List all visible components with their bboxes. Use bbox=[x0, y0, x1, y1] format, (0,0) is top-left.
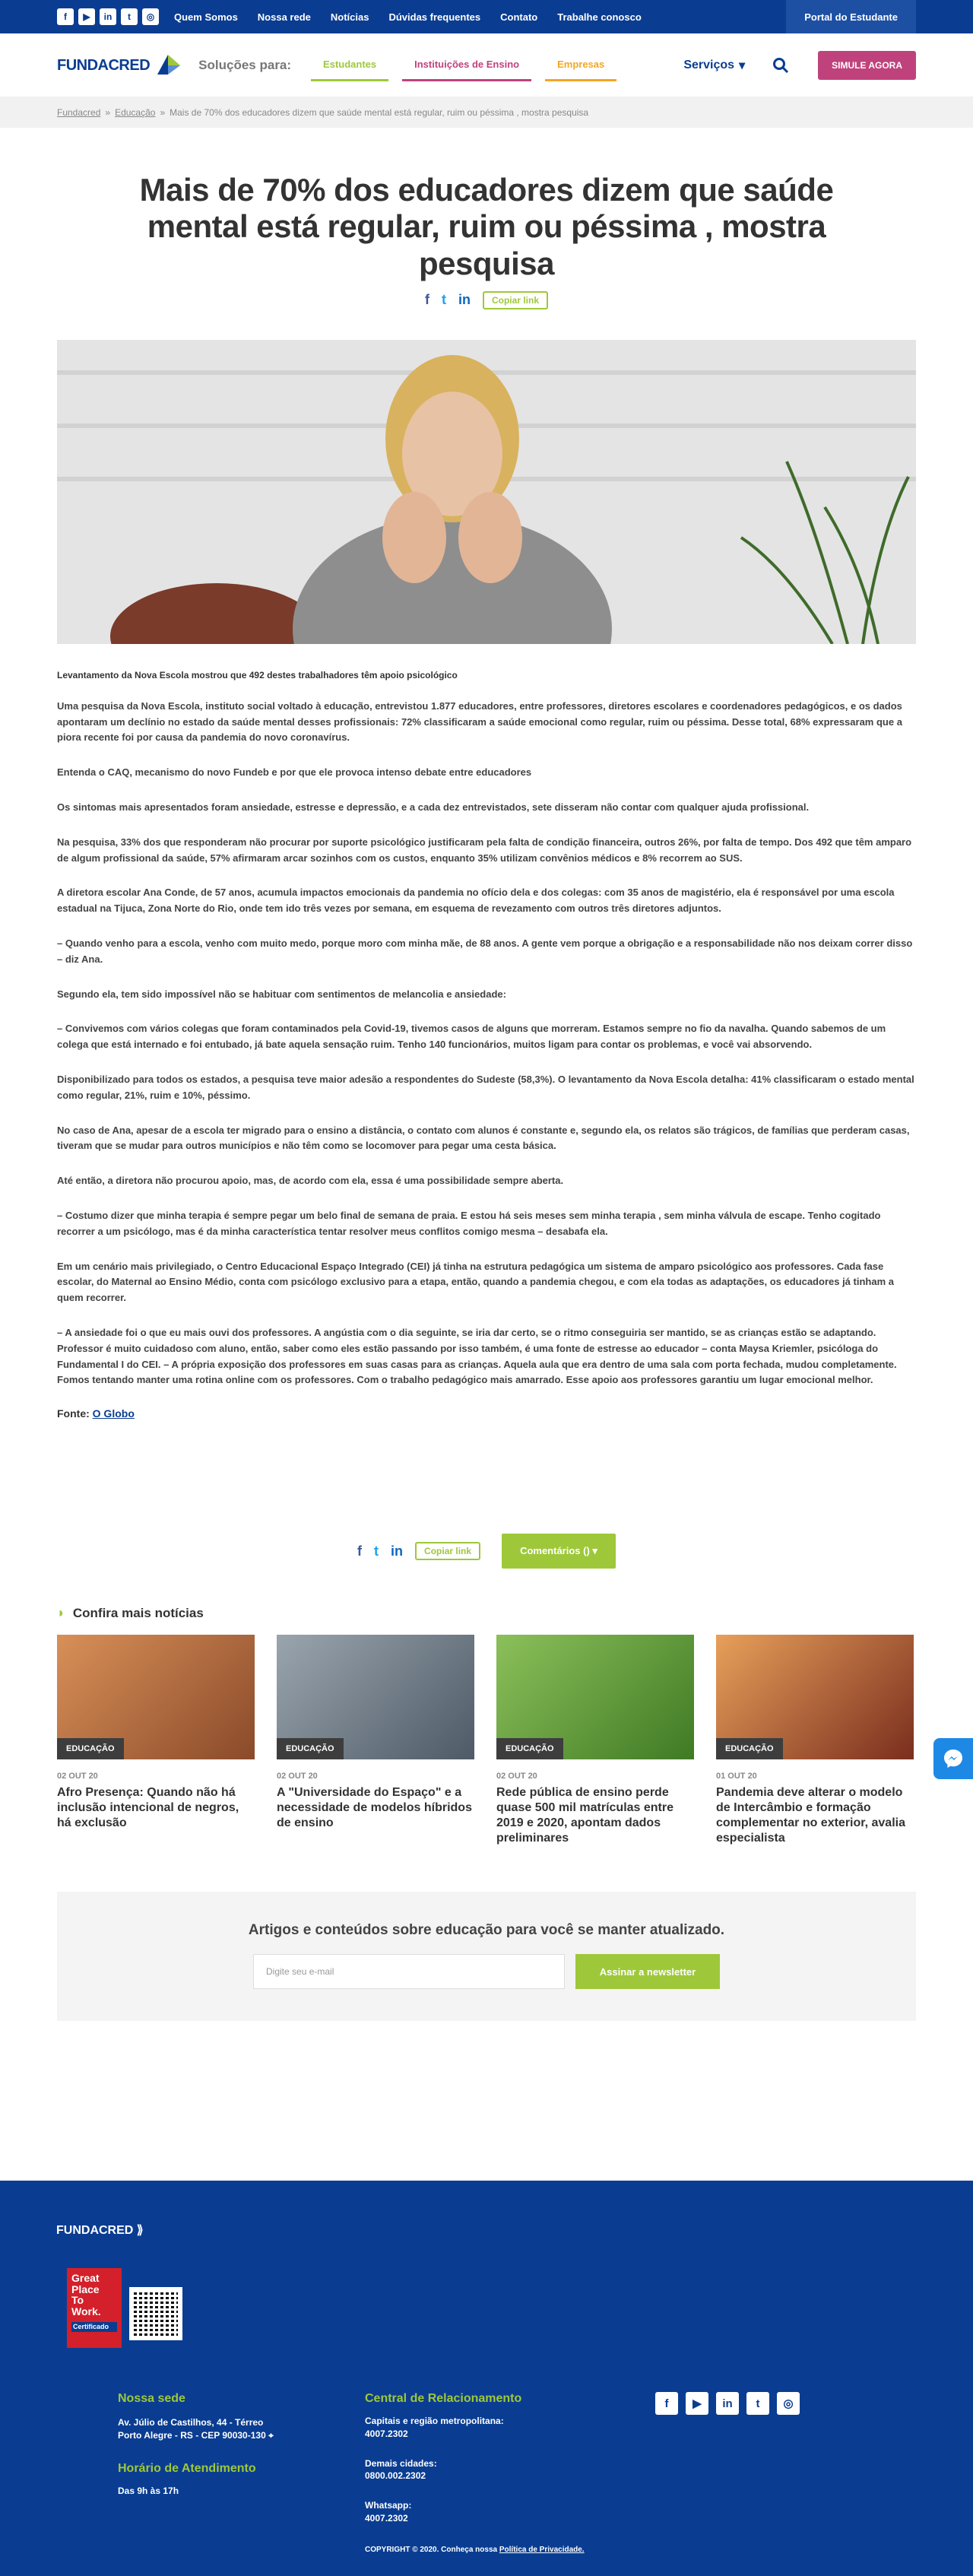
source-label: Fonte: bbox=[57, 1407, 90, 1420]
newsletter-heading: Artigos e conteúdos sobre educação para você se manter atualizado. bbox=[248, 1922, 725, 1939]
share-twitter-icon[interactable]: t bbox=[441, 292, 446, 308]
newsletter-box bbox=[57, 1892, 916, 2021]
news-card-tag: EDUCAÇÃO bbox=[57, 1738, 124, 1759]
news-card[interactable] bbox=[277, 1635, 474, 1846]
gptw-certified: Certificado bbox=[71, 2322, 117, 2332]
footer-central-heading: Central de Relacionamento bbox=[365, 2392, 522, 2405]
youtube-icon[interactable]: ▶ bbox=[78, 8, 95, 25]
youtube-icon[interactable]: ▶ bbox=[686, 2392, 708, 2415]
news-card-tag: EDUCAÇÃO bbox=[496, 1738, 563, 1759]
breadcrumb-separator: » bbox=[105, 107, 111, 118]
footer-whatsapp-phone[interactable]: 4007.2302 bbox=[365, 2512, 408, 2524]
logo-mark-icon: ⟫ bbox=[136, 2224, 144, 2237]
footer-address-block bbox=[118, 2392, 274, 2497]
instagram-icon[interactable]: ◎ bbox=[777, 2392, 800, 2415]
news-card[interactable] bbox=[496, 1635, 694, 1846]
share-linkedin-icon[interactable]: in bbox=[391, 1543, 404, 1559]
gptw-line: Place bbox=[71, 2283, 100, 2295]
news-card-date: 02 OUT 20 bbox=[277, 1772, 318, 1781]
footer-copyright: COPYRIGHT © 2020. Conheça nossa Política de Privacidade. bbox=[365, 2545, 585, 2554]
news-card-image bbox=[716, 1635, 914, 1759]
comments-label: Comentários () bbox=[520, 1545, 590, 1557]
article-paragraph: Entenda o CAQ, mecanismo do novo Fundeb e por que ele provoca intenso debate entre educadores bbox=[57, 766, 532, 779]
chevron-down-icon: ▾ bbox=[739, 59, 746, 72]
news-card-tag: EDUCAÇÃO bbox=[277, 1738, 344, 1759]
top-link-nossa-rede[interactable]: Nossa rede bbox=[257, 11, 311, 23]
twitter-icon[interactable]: t bbox=[121, 8, 138, 25]
top-bar bbox=[0, 0, 973, 33]
article-paragraph: Os sintomas mais apresentados foram ansiedade, estresse e depressão, e a cada dez entrevistados, sete disseram não contar com qualquer ajuda profissional. bbox=[57, 801, 810, 814]
breadcrumb-separator: » bbox=[160, 107, 166, 118]
news-card-date: 01 OUT 20 bbox=[716, 1772, 757, 1781]
footer-hours-heading: Horário de Atendimento bbox=[118, 2461, 256, 2475]
article-paragraph: Até então, a diretora não procurou apoio, mas, de acordo com ela, essa é uma possibilidade sempre aberta. bbox=[57, 1175, 564, 1187]
footer-capitals-label: Capitais e região metropolitana: bbox=[365, 2416, 504, 2426]
linkedin-icon[interactable]: in bbox=[100, 8, 116, 25]
footer-logo-text: FUNDACRED bbox=[56, 2224, 134, 2237]
article-paragraph: Disponibilizado para todos os estados, a pesquisa teve maior adesão a respondentes do Sudeste (58,3%). O levantamento da Nova Escola detalha: 41% classificaram o estado mental como regular, 21%, ruim e 10%, péssimo. bbox=[57, 1074, 914, 1101]
main-header bbox=[0, 33, 973, 97]
news-card-title: Pandemia deve alterar o modelo de Intercâmbio e formação complementar no exterior, avalia especialista bbox=[716, 1786, 905, 1845]
share-bar-top bbox=[0, 291, 973, 309]
article-paragraph: – Quando venho para a escola, venho com muito medo, porque moro com minha mãe, de 88 anos. A gente vem porque a obrigação e a responsabilidade não nos deixam correr disso – diz Ana. bbox=[57, 937, 913, 965]
article-paragraph: No caso de Ana, apesar de a escola ter migrado para o ensino a distância, o contato com alunos é constante e, segundo ela, os relatos são trágicos, de famílias que perderam casas, tiveram que se mudar para outros municípios e não têm como se locomover para pegar uma cesta básica. bbox=[57, 1124, 910, 1152]
gptw-badge bbox=[67, 2268, 122, 2348]
copy-link-button[interactable]: Copiar link bbox=[415, 1542, 480, 1560]
gptw-line: Great bbox=[71, 2272, 100, 2284]
footer bbox=[0, 2181, 973, 2576]
top-link-trabalhe[interactable]: Trabalhe conosco bbox=[557, 11, 642, 23]
chevron-down-icon: ▾ bbox=[592, 1545, 597, 1557]
copy-link-button[interactable]: Copiar link bbox=[483, 291, 548, 309]
news-card-image bbox=[57, 1635, 255, 1759]
newsletter-subscribe-button[interactable]: Assinar a newsletter bbox=[575, 1954, 720, 1989]
newsletter-form bbox=[57, 1954, 916, 1989]
share-facebook-icon[interactable]: f bbox=[357, 1543, 363, 1559]
map-pin-icon[interactable]: ⌖ bbox=[268, 2429, 274, 2441]
news-card-image bbox=[496, 1635, 694, 1759]
search-icon[interactable] bbox=[772, 57, 789, 74]
article-paragraph: – A ansiedade foi o que eu mais ouvi dos professores. A angústia com o dia seguinte, se iria dar certo, se o ritmo conseguiria ser mantido, se as crianças estão se adaptando. Professor é muito cuidadoso com aluno, então, saber como eles estão passando por isso também, é uma fonte de estresse ao educador – conta Maysa Kriemler, psicóloga do Fundamental I do CEI. – A própria exposição dos professores em suas casas para as crianças. Aquela aula que era dentro de uma sala com porta fechada, mudou completamente. Fomos tentando manter uma rotina online com os professores. Com o trabalho pedagógico mais amarrado. Esse apoio aos professores garantiu um lugar emocional melhor. bbox=[57, 1327, 897, 1386]
tab-estudantes[interactable]: Estudantes bbox=[311, 49, 388, 81]
more-news-heading bbox=[57, 1605, 916, 1621]
top-link-quem-somos[interactable]: Quem Somos bbox=[174, 11, 238, 23]
more-news-title: Confira mais notícias bbox=[72, 1605, 204, 1620]
tab-empresas[interactable]: Empresas bbox=[545, 49, 616, 81]
footer-capitals-phone[interactable]: 4007.2302 bbox=[365, 2428, 408, 2439]
comments-button[interactable] bbox=[502, 1534, 616, 1569]
twitter-icon[interactable]: t bbox=[746, 2392, 769, 2415]
facebook-icon[interactable]: f bbox=[655, 2392, 678, 2415]
footer-others-phone[interactable]: 0800.002.2302 bbox=[365, 2470, 426, 2482]
breadcrumb bbox=[0, 97, 973, 128]
footer-address-1: Av. Júlio de Castilhos, 44 - Térreo bbox=[118, 2417, 264, 2428]
gptw-line: To bbox=[71, 2294, 84, 2307]
article-body bbox=[57, 670, 916, 2021]
article-paragraph: Segundo ela, tem sido impossível não se habituar com sentimentos de melancolia e ansiedade: bbox=[57, 988, 506, 1000]
newsletter-email-input[interactable]: Digite seu e-mail bbox=[253, 1954, 565, 1989]
share-bar-bottom bbox=[57, 1534, 916, 1569]
rss-icon: ◗ bbox=[57, 1605, 65, 1621]
portal-estudante-button[interactable]: Portal do Estudante bbox=[786, 0, 916, 33]
news-card[interactable] bbox=[716, 1635, 914, 1846]
article-paragraph: Na pesquisa, 33% dos que responderam não procurar por suporte psicológico justificaram pela falta de condição financeira, outros 26%, por falta de tempo. Dos 492 que têm amparo de algum profissional da saúde, 57% afirmaram arcar sozinhos com os custos, enquanto 35% utilizam convênios médicos e 8% recorrem ao SUS. bbox=[57, 836, 912, 864]
footer-contact-block bbox=[365, 2392, 585, 2555]
solutions-label: Soluções para: bbox=[198, 58, 292, 72]
news-card-title: A "Universidade do Espaço" e a necessidade de modelos híbridos de ensino bbox=[277, 1786, 472, 1830]
top-link-contato[interactable]: Contato bbox=[500, 11, 538, 23]
social-links bbox=[57, 8, 159, 25]
fundacred-logo[interactable] bbox=[57, 52, 182, 79]
footer-address-2: Porto Alegre - RS - CEP 90030-130 ⌖ bbox=[118, 2429, 274, 2441]
breadcrumb-current: Mais de 70% dos educadores dizem que saúde mental está regular, ruim ou péssima , mostra pesquisa bbox=[170, 107, 589, 118]
top-link-duvidas[interactable]: Dúvidas frequentes bbox=[388, 11, 481, 23]
footer-logo[interactable] bbox=[56, 2222, 144, 2238]
share-linkedin-icon[interactable]: in bbox=[458, 292, 471, 308]
news-card[interactable] bbox=[57, 1635, 255, 1846]
footer-hours: Das 9h às 17h bbox=[118, 2485, 179, 2496]
article-paragraph: Em um cenário mais privilegiado, o Centro Educacional Espaço Integrado (CEI) já tinha na estrutura pedagógica um sistema de amparo psicológico aos professores. Cada fase escolar, do Maternal ao Ensino Médio, conta com psicólogo exclusivo para a etapa, então, quando a pandemia chegou, e com ela todas as adaptações, os educadores já tinham a quem recorrer. bbox=[57, 1260, 894, 1304]
linkedin-icon[interactable]: in bbox=[716, 2392, 739, 2415]
news-card-tag: EDUCAÇÃO bbox=[716, 1738, 783, 1759]
tab-instituicoes[interactable]: Instituições de Ensino bbox=[402, 49, 531, 81]
source-link[interactable]: O Globo bbox=[92, 1407, 135, 1420]
page-title: Mais de 70% dos educadores dizem que saúde mental está regular, ruim ou péssima , mostra pesquisa bbox=[139, 172, 834, 281]
logo-text: FUNDACRED bbox=[57, 56, 151, 74]
footer-sede-heading: Nossa sede bbox=[118, 2392, 185, 2405]
image-caption: Levantamento da Nova Escola mostrou que 492 destes trabalhadores têm apoio psicológico bbox=[57, 669, 458, 680]
qr-code bbox=[129, 2287, 182, 2340]
top-nav bbox=[174, 11, 642, 23]
news-card-title: Afro Presença: Quando não há inclusão intencional de negros, há exclusão bbox=[57, 1786, 239, 1830]
instagram-icon[interactable]: ◎ bbox=[142, 8, 159, 25]
footer-others-label: Demais cidades: bbox=[365, 2457, 437, 2469]
news-card-image bbox=[277, 1635, 474, 1759]
article-source bbox=[57, 1407, 916, 1420]
share-facebook-icon[interactable]: f bbox=[424, 292, 429, 308]
messenger-icon[interactable] bbox=[933, 1738, 973, 1779]
breadcrumb-section[interactable]: Educação bbox=[115, 107, 156, 118]
privacy-policy-link[interactable]: Política de Privacidade. bbox=[499, 2545, 585, 2554]
facebook-icon[interactable]: f bbox=[57, 8, 74, 25]
gptw-line: Work. bbox=[71, 2305, 101, 2318]
logo-mark-icon bbox=[154, 52, 182, 79]
share-twitter-icon[interactable]: t bbox=[374, 1543, 379, 1559]
news-card-title: Rede pública de ensino perde quase 500 mil matrículas entre 2019 e 2020, apontam dados preliminares bbox=[496, 1786, 673, 1845]
simule-agora-button[interactable]: SIMULE AGORA bbox=[818, 51, 916, 80]
news-card-date: 02 OUT 20 bbox=[57, 1772, 98, 1781]
article-paragraph: – Costumo dizer que minha terapia é sempre pegar um belo final de semana de praia. E estou há seis meses sem minha terapia , sem minha válvula de escape. Tenho cogitado recorrer a um psicólogo, mas é da minha característica tentar resolver meus conflitos comigo mesma – desabafa ela. bbox=[57, 1210, 881, 1237]
article-paragraph: – Convivemos com vários colegas que foram contaminados pela Covid-19, tivemos casos de alguns que morreram. Estamos sempre no fio da navalha. Quando sabemos de um colega que está internado e foi entubado, já bate aquela sensação ruim. Tenho 140 funcionários, muitos ligam para contar os problemas, e você vai absorvendo. bbox=[57, 1023, 886, 1051]
article-paragraph: A diretora escolar Ana Conde, de 57 anos, acumula impactos emocionais da pandemia no ofício dela e dos colegas: com 35 anos de magistério, ela é responsável por uma escola estadual na Tijuca, Zona Norte do Rio, onde tem ido três vezes por semana, em esquema de revezamento com outros três diretores adjuntos. bbox=[57, 887, 895, 915]
news-cards bbox=[57, 1635, 916, 1846]
news-card-date: 02 OUT 20 bbox=[496, 1772, 537, 1781]
article-hero-image bbox=[57, 340, 916, 644]
top-link-noticias[interactable]: Notícias bbox=[330, 11, 369, 23]
services-menu[interactable] bbox=[683, 58, 745, 73]
breadcrumb-home[interactable]: Fundacred bbox=[57, 107, 101, 118]
services-label: Serviços bbox=[683, 59, 735, 71]
footer-whatsapp-label: Whatsapp: bbox=[365, 2500, 412, 2511]
footer-social-links bbox=[655, 2392, 800, 2415]
article-paragraph: Uma pesquisa da Nova Escola, instituto social voltado à educação, entrevistou 1.877 educadores, entre professores, diretores escolares e coordenadores pedagógicos, e os dados apontaram um declínio no estado da saúde mental desses profissionais: 72% classificaram a saúde emocional como regular, ruim ou péssima. Desse total, 68% expressaram que a piora recente foi por causa da pandemia do novo coronavírus. bbox=[57, 700, 902, 744]
